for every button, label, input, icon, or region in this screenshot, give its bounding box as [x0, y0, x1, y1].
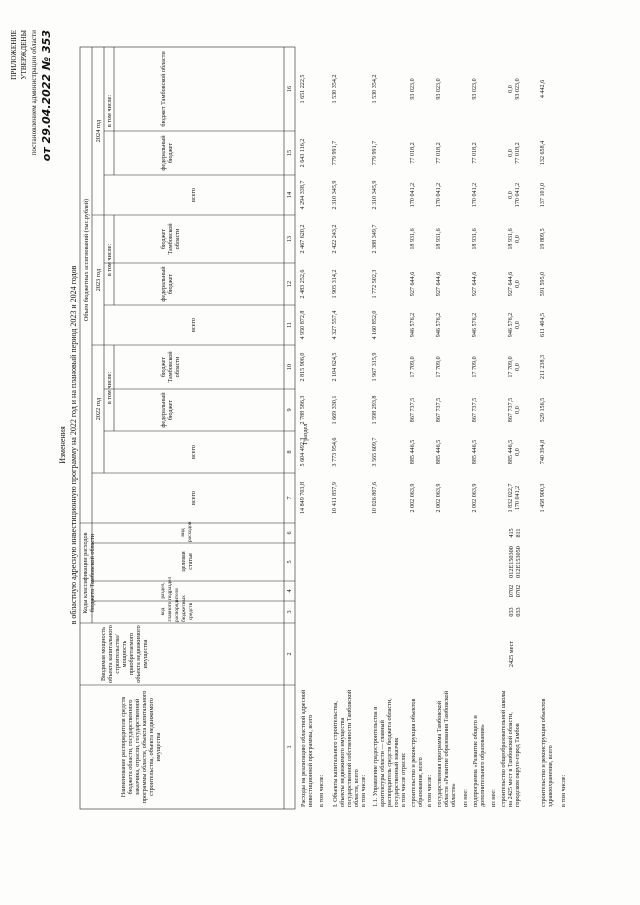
- row-name: из нее:: [462, 789, 469, 807]
- row-value: 137 101,0: [540, 182, 546, 208]
- row-value: 10 411 857,9: [332, 482, 338, 514]
- row-value: 1 669 330,1: [332, 395, 338, 425]
- header-col4: раздел, подраздел: [160, 576, 173, 600]
- row-value: 77 018,2: [410, 142, 416, 164]
- column-number: 5: [286, 560, 293, 564]
- row-value: 2 310 345,9: [372, 180, 378, 210]
- row-value: 0,0 93 023,0: [508, 78, 521, 100]
- row-value: 946 576,2: [436, 312, 442, 338]
- row-value: 2 483 252,6: [300, 269, 306, 299]
- row-code-c5: 012E150300 012E153050: [508, 546, 522, 578]
- column-number: 15: [286, 149, 293, 157]
- column-number: 9: [286, 408, 293, 412]
- header-2022: 2022 год: [95, 397, 102, 421]
- row-code-c3: 033 033: [508, 607, 522, 617]
- column-number: 12: [286, 280, 293, 288]
- header-2023: 2023 год: [95, 268, 102, 292]
- row-value: 132 658,4: [540, 140, 546, 166]
- row-value: 4 327 557,4: [332, 310, 338, 340]
- header-2024-inthat: в том числе:: [106, 94, 113, 128]
- column-number: 13: [286, 235, 293, 243]
- row-value: 867 737,5: [472, 397, 478, 423]
- header-2024: 2024 год: [95, 119, 102, 143]
- row-value: 611 404,5: [540, 312, 546, 338]
- row-value: 1 772 502,3: [372, 269, 378, 299]
- row-value: 211 238,3: [540, 354, 546, 380]
- row-value: 2 422 243,2: [332, 224, 338, 254]
- header-2024-total: всего: [190, 188, 197, 202]
- row-value: 17 709,0: [436, 356, 442, 378]
- row-value: 170 041,2: [472, 182, 478, 208]
- row-value: 17 709,0: [410, 356, 416, 378]
- row-value: 2 788 586,3: [300, 395, 306, 425]
- row-value: 946 576,2: [472, 312, 478, 338]
- row-value: 2 643 116,2: [300, 138, 306, 168]
- column-number: 6: [286, 531, 293, 535]
- row-value: 2 467 620,2: [300, 224, 306, 254]
- row-value: 1 832 022,7 170 041,2: [508, 483, 521, 513]
- row-name: государственная программа Тамбовской области «Развитие образования Тамбовской области»: [436, 691, 457, 807]
- header-col6: вид расходов: [180, 521, 193, 542]
- row-value: 927 644,6: [410, 271, 416, 297]
- row-name: строительство и реконструкция объектов здравоохранения, всего: [540, 698, 554, 807]
- column-number: 14: [286, 191, 293, 199]
- column-number: 10: [286, 363, 293, 371]
- row-value: 170 041,2: [436, 182, 442, 208]
- row-value: 867 737,5 0,0: [508, 397, 521, 423]
- row-value: 779 991,7: [372, 140, 378, 166]
- row-code-cap: 2425 мест: [508, 640, 515, 668]
- row-value: 927 644,6 0,0: [508, 271, 521, 297]
- row-name: Расходы на реализацию областной адресной инвестиционной программы, всего: [300, 689, 314, 807]
- header-codes: Коды классификации расходов бюджета Тамбовской области: [82, 532, 96, 614]
- row-value: 1 530 354,2: [332, 74, 338, 104]
- row-value: 1 651 222,5: [300, 74, 306, 104]
- column-number: 16: [286, 85, 293, 93]
- approval-line2: УТВЕРЖДЕНЫ: [20, 30, 28, 80]
- row-value: 1 967 315,9: [372, 352, 378, 382]
- header-2023-total: всего: [190, 318, 197, 332]
- row-value: 5 604 492,3: [300, 437, 306, 467]
- row-value: 867 737,5: [436, 397, 442, 423]
- header-2023-federal: федеральный бюджет: [160, 266, 174, 302]
- row-value: 3 565 609,7: [372, 437, 378, 467]
- row-value: 885 446,5: [436, 439, 442, 465]
- row-name: в том числе:: [318, 774, 325, 807]
- row-code-c6: 415 811: [508, 528, 522, 538]
- row-value: 740 394,8: [540, 439, 546, 465]
- row-value: 927 644,6: [472, 271, 478, 297]
- row-value: 4 950 872,8: [300, 310, 306, 340]
- row-value: 885 446,5: [472, 439, 478, 465]
- column-number: 4: [286, 589, 293, 593]
- row-value: 885 446,5: [410, 439, 416, 465]
- header-2022-regional: бюджет Тамбовской области: [160, 351, 181, 383]
- row-name: в том числе отрасли:: [400, 752, 407, 807]
- row-value: 18 931,6: [472, 228, 478, 250]
- column-number: 7: [286, 496, 293, 500]
- row-name: из нее:: [490, 789, 497, 807]
- row-value: 946 576,2 0,0: [508, 312, 521, 338]
- row-name: в том числе:: [560, 774, 567, 807]
- row-value: 3 773 954,6: [332, 437, 338, 467]
- approval-signature: от 29.04.2022 № 353: [40, 30, 53, 162]
- row-name: строительство общеобразовательной школы на 2425 мест в Тамбовской области, городском округе-город Тамбов: [500, 690, 521, 807]
- row-value: 2 002 063,9: [410, 483, 416, 513]
- header-col3: код главного распорядителя бюджетных средств: [160, 588, 194, 622]
- row-value: 885 446,5 0,0: [508, 439, 521, 465]
- row-name: подпрограмма «Развитие общего и дополнительного образования»: [472, 715, 486, 807]
- row-value: 14 849 703,8: [300, 482, 306, 514]
- header-col5: целевая статья: [180, 551, 194, 572]
- row-value: 927 644,6: [436, 271, 442, 297]
- column-number: 2: [286, 652, 293, 656]
- row-value: 0,0 170 041,2: [508, 182, 521, 208]
- row-value: 93 023,0: [410, 78, 416, 100]
- row-value: 0,0 77 018,2: [508, 142, 521, 164]
- header-col1: Наименование распорядителя средств бюджета области, государственного заказчика, отрасли, государственной программы области, объекта капитального строительства, объекта недвижимого имущества: [120, 690, 162, 804]
- row-value: 1 905 314,2: [332, 269, 338, 299]
- header-2023-inthat: в том числе:: [106, 243, 113, 277]
- row-name: в том числе:: [360, 774, 367, 807]
- section-label: I раздел: [302, 423, 309, 445]
- row-value: 2 002 063,9: [472, 483, 478, 513]
- column-number: 8: [286, 450, 293, 454]
- row-value: 591 595,0: [540, 271, 546, 297]
- row-value: 946 576,2: [410, 312, 416, 338]
- row-value: 1 598 293,8: [372, 395, 378, 425]
- column-number: 3: [286, 610, 293, 614]
- row-value: 4 294 338,7: [300, 180, 306, 210]
- row-value: 1 530 354,2: [372, 74, 378, 104]
- doc-subtitle: в областную адресную инвестиционную программу на 2022 год и на плановый период 2023 и 2024 годов: [69, 265, 78, 625]
- header-2022-federal: федеральный бюджет: [160, 392, 174, 428]
- row-value: 867 737,5: [410, 397, 416, 423]
- row-value: 779 991,7: [332, 140, 338, 166]
- column-number: 11: [286, 322, 293, 328]
- row-value: 18 931,6: [410, 228, 416, 250]
- header-col2: Вводимая мощность объекта капитального строительства/мощность приобретаемого объекта недвижимого имущества: [100, 625, 149, 683]
- row-name: строительство и реконструкция объектов образования, всего: [410, 698, 424, 807]
- header-2022-inthat: в том числе:: [106, 371, 113, 405]
- header-col7: всего: [190, 491, 197, 505]
- row-value: 2 388 349,7: [372, 224, 378, 254]
- row-name: I. Объекты капитального строительства, объекты недвижимого имущества государственной собственности Тамбовской области, всего: [332, 689, 360, 807]
- row-value: 93 023,0: [472, 78, 478, 100]
- row-value: 77 018,2: [472, 142, 478, 164]
- row-value: 2 002 063,9: [436, 483, 442, 513]
- approval-line3: постановлением администрации области: [30, 30, 38, 156]
- row-value: 17 709,0: [472, 356, 478, 378]
- row-value: 1 458 900,3: [540, 483, 546, 513]
- row-value: 4 160 852,0: [372, 310, 378, 340]
- row-code-c4: 0702 0702: [508, 584, 522, 598]
- row-value: 2 815 906,0: [300, 352, 306, 382]
- row-value: 170 041,2: [410, 182, 416, 208]
- doc-title: Изменения: [58, 426, 67, 464]
- header-volume: Объем бюджетных ассигнований (тыс.рублей): [83, 198, 90, 322]
- row-value: 93 023,0: [436, 78, 442, 100]
- row-value: 4 442,6: [540, 79, 546, 99]
- approval-line1: ПРИЛОЖЕНИЕ: [10, 30, 18, 80]
- row-value: 2 310 345,9: [332, 180, 338, 210]
- header-2024-regional: бюджет Тамбовской области: [160, 51, 167, 127]
- header-2023-regional: бюджет Тамбовской области: [160, 223, 181, 255]
- row-value: 18 931,6 0,0: [508, 228, 521, 250]
- row-name: 1.1. Управление градостроительства и архитектуры области — главный распорядитель средств бюджета области, государственный заказчик: [372, 698, 400, 807]
- row-value: 529 156,5: [540, 397, 546, 423]
- header-2024-federal: федеральный бюджет: [160, 135, 174, 171]
- row-value: 10 026 807,6: [372, 482, 378, 514]
- row-value: 77 018,2: [436, 142, 442, 164]
- row-value: 18 931,6: [436, 228, 442, 250]
- column-number: 1: [286, 745, 293, 749]
- header-2022-total: всего: [190, 445, 197, 459]
- row-value: 19 809,5: [540, 228, 546, 250]
- row-name: в том числе:: [426, 774, 433, 807]
- row-value: 17 709,0 0,0: [508, 356, 521, 378]
- row-value: 2 104 624,5: [332, 352, 338, 382]
